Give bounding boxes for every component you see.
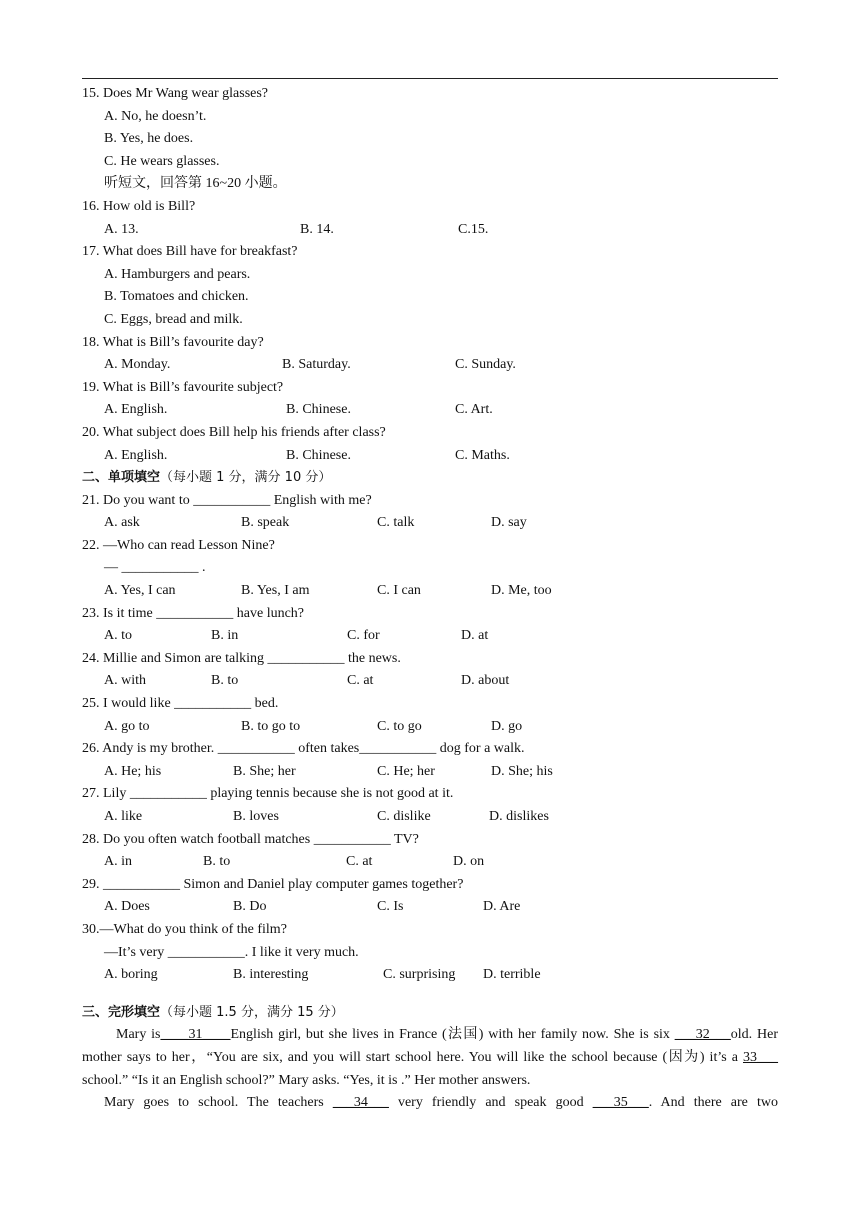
option-28a: A. in: [104, 854, 132, 870]
section-2-header: [82, 467, 778, 490]
option-23c: C. for: [347, 628, 380, 644]
question-18: 18. What is Bill’s favourite day?: [82, 334, 264, 350]
option-25c: C. to go: [377, 718, 422, 734]
options-21: [82, 512, 778, 535]
cloze-text: very friendly and speak good: [388, 1095, 593, 1111]
option-28b: B. to: [203, 854, 231, 870]
section-2-note: （每小题 1 分，满分 10 分）: [160, 470, 332, 486]
option-22a: A. Yes, I can: [104, 583, 176, 599]
cloze-paragraph-1: [82, 1024, 778, 1092]
options-16: [82, 219, 778, 242]
option-27c: C. dislike: [377, 809, 431, 824]
question-19: 19. What is Bill’s favourite subject?: [82, 379, 284, 395]
options-20: [82, 445, 778, 468]
option-30c: C. surprising: [383, 967, 456, 983]
option-22c: C. I can: [377, 583, 421, 599]
section-3-title: 三、完形填空: [82, 1004, 161, 1020]
question-27: 27. Lily ___________ playing tennis because she is not good at it.: [82, 786, 454, 802]
section-3-note: （每小题 1.5 分，满分 15 分）: [160, 1004, 344, 1020]
option-29c: C. Is: [377, 899, 404, 915]
question-22: 22. —Who can read Lesson Nine?: [82, 537, 275, 553]
options-30: [82, 964, 778, 987]
question-28: 28. Do you often watch football matches ___________ TV?: [82, 831, 419, 847]
option-19b: B. Chinese.: [286, 402, 351, 418]
option-21b: B. speak: [241, 515, 290, 531]
option-29d: D. Are: [483, 899, 521, 915]
option-25b: B. to go to: [241, 718, 301, 734]
option-18b: B. Saturday.: [282, 357, 351, 373]
option-16b: B. 14.: [300, 221, 334, 237]
option-30d: D. terrible: [483, 967, 541, 983]
listening-instruction: 听短文，回答第 16~20 小题。: [104, 176, 287, 192]
options-19: [82, 399, 778, 422]
option-28d: D. on: [453, 854, 485, 870]
cloze-text: Mary goes to school. The teachers: [104, 1095, 333, 1111]
options-25: [82, 716, 778, 739]
option-28c: C. at: [346, 854, 373, 870]
option-22b: B. Yes, I am: [241, 583, 310, 599]
option-24d: D. about: [461, 673, 510, 689]
cloze-text: old. Her mother says to her，“You are six, and you will start school here. You will like the school because (因为) it’s a: [82, 1027, 778, 1065]
option-27b: B. loves: [233, 809, 279, 824]
option-18a: A. Monday.: [104, 357, 171, 373]
option-27a: A. like: [104, 809, 143, 824]
question-22-response: — ___________ .: [104, 560, 206, 576]
option-24c: C. at: [347, 673, 374, 689]
question-24: 24. Millie and Simon are talking ___________ the news.: [82, 650, 401, 666]
option-21d: D. say: [491, 515, 527, 531]
cloze-text: school.” “Is it an English school?” Mary asks. “Yes, it is .” Her mother answers.: [82, 1072, 531, 1088]
option-19a: A. English.: [104, 402, 168, 418]
option-20a: A. English.: [104, 447, 168, 463]
option-23a: A. to: [104, 628, 132, 644]
question-20: 20. What subject does Bill help his friends after class?: [82, 424, 386, 440]
option-26d: D. She; his: [491, 763, 553, 779]
question-16: 16. How old is Bill?: [82, 198, 196, 214]
options-24: [82, 670, 778, 693]
option-30a: A. boring: [104, 967, 158, 983]
option-17b: B. Tomatoes and chicken.: [104, 289, 249, 305]
section-3-header: [82, 1002, 778, 1025]
option-27d: D. dislikes: [489, 809, 549, 824]
options-23: [82, 625, 778, 648]
blank-31: ____31____: [160, 1027, 231, 1043]
option-26a: A. He; his: [104, 763, 162, 779]
option-19c: C. Art.: [455, 402, 493, 418]
option-20c: C. Maths.: [455, 447, 510, 463]
option-17a: A. Hamburgers and pears.: [104, 266, 251, 282]
option-21c: C. talk: [377, 515, 415, 531]
options-22: [82, 580, 778, 603]
option-23b: B. in: [211, 628, 239, 644]
cloze-text: English girl, but she lives in France (法国) with her family now. She is six: [230, 1027, 675, 1043]
cloze-text: Mary is: [116, 1027, 161, 1043]
cloze-text: . And there are two: [648, 1095, 778, 1111]
question-15: 15. Does Mr Wang wear glasses?: [82, 86, 269, 101]
options-18: [82, 354, 778, 377]
options-28: [82, 851, 778, 874]
question-26: 26. Andy is my brother. ___________ often takes___________ dog for a walk.: [82, 741, 525, 757]
options-27: [82, 806, 778, 829]
option-22d: D. Me, too: [491, 583, 552, 599]
option-24b: B. to: [211, 673, 239, 689]
exam-page: [82, 83, 778, 1115]
cloze-paragraph-2: [82, 1092, 778, 1115]
section-2-title: 二、单项填空: [82, 470, 161, 486]
blank-33: 33___: [743, 1049, 778, 1065]
option-16a: A. 13.: [104, 221, 139, 237]
options-29: [82, 896, 778, 919]
option-26c: C. He; her: [377, 763, 435, 779]
blank-35: ___35___: [592, 1095, 649, 1111]
option-30b: B. interesting: [233, 967, 309, 983]
option-15b: B. Yes, he does.: [104, 131, 194, 147]
question-21: 21. Do you want to ___________ English with me?: [82, 492, 372, 508]
option-23d: D. at: [461, 628, 489, 644]
blank-32: ___32___: [674, 1027, 731, 1043]
option-18c: C. Sunday.: [455, 357, 516, 373]
option-25a: A. go to: [104, 718, 150, 734]
option-26b: B. She; her: [233, 763, 296, 779]
option-29b: B. Do: [233, 899, 267, 915]
option-24a: A. with: [104, 673, 146, 689]
question-17: 17. What does Bill have for breakfast?: [82, 244, 298, 260]
option-21a: A. ask: [104, 515, 140, 531]
question-29: 29. ___________ Simon and Daniel play computer games together?: [82, 876, 464, 892]
blank-34: ___34___: [332, 1095, 389, 1111]
question-25: 25. I would like ___________ bed.: [82, 696, 279, 712]
option-25d: D. go: [491, 718, 523, 734]
section-gap: [82, 987, 778, 1002]
question-30-response: —It’s very ___________. I like it very much.: [104, 944, 359, 960]
question-23: 23. Is it time ___________ have lunch?: [82, 605, 305, 621]
option-17c: C. Eggs, bread and milk.: [104, 311, 243, 327]
option-15a: A. No, he doesn’t.: [104, 108, 207, 124]
option-29a: A. Does: [104, 899, 150, 915]
options-26: [82, 761, 778, 784]
option-16c: C.15.: [458, 221, 489, 237]
header-rule: [82, 78, 778, 79]
option-15c: C. He wears glasses.: [104, 153, 220, 169]
question-30: 30.—What do you think of the film?: [82, 921, 287, 937]
option-20b: B. Chinese.: [286, 447, 351, 463]
